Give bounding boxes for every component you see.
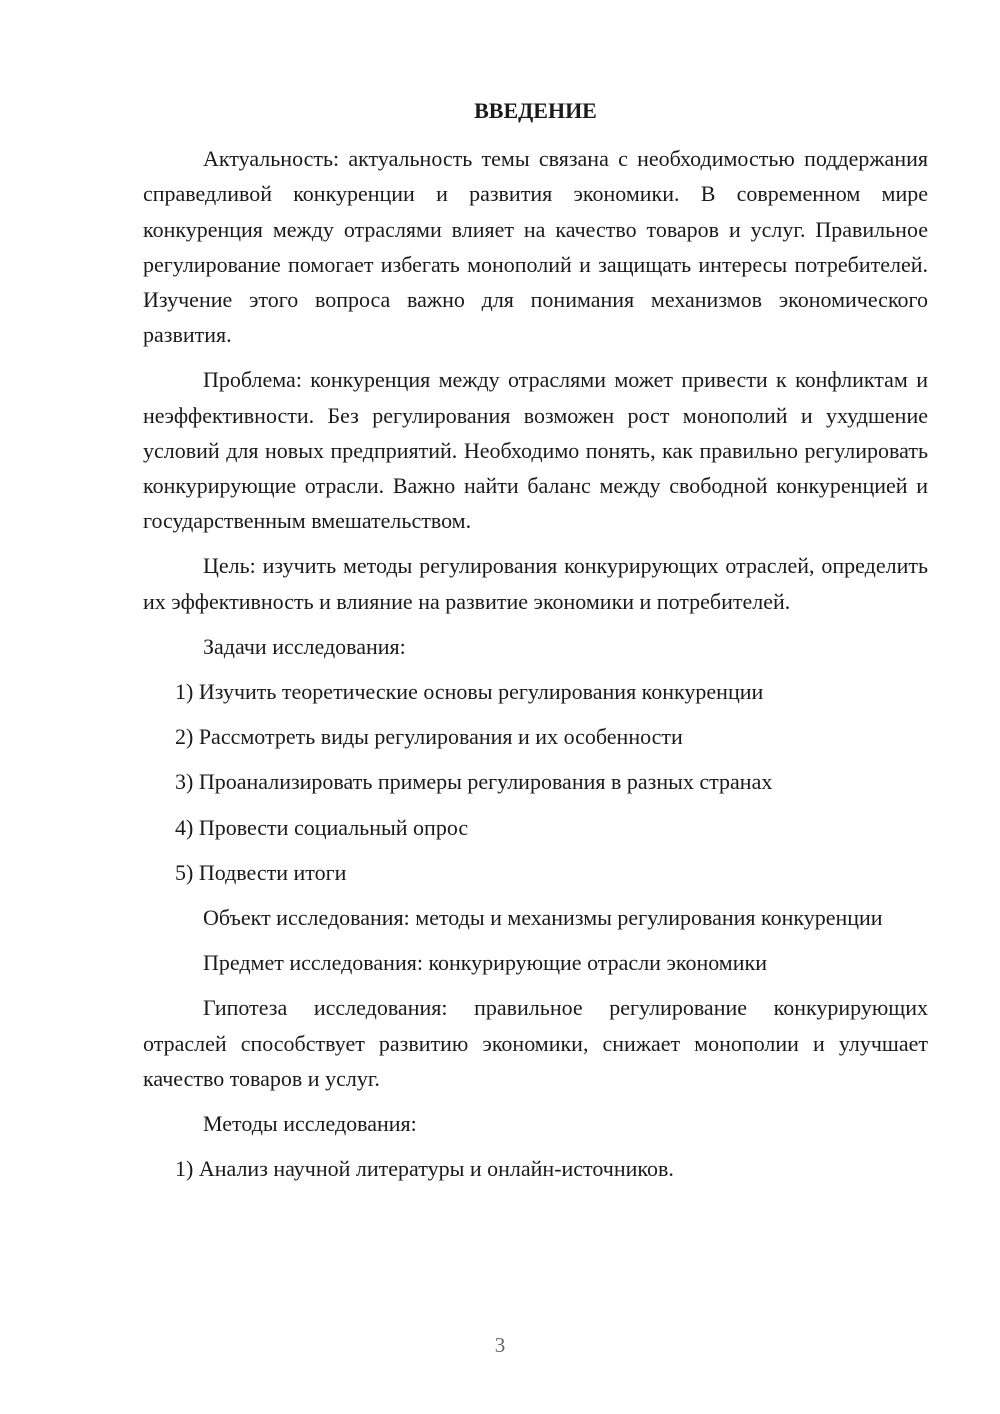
object-paragraph: Объект исследования: методы и механизмы регулирования конкуренции: [203, 905, 883, 931]
task-item: 1) Изучить теоретические основы регулирования конкуренции: [175, 679, 764, 705]
problem-paragraph: Проблема: конкуренция между отраслями может привести к конфликтам и неэффективности. Без регулирования возможен рост монополий и ухудшение условий для новых предприятий. Необходимо понять, как правильно регулировать конкурирующие отрасли. Важно найти баланс между свободной конкуренцией и государственным вмешательством.: [143, 367, 928, 534]
methods-heading: Методы исследования:: [203, 1111, 417, 1137]
task-item: 4) Провести социальный опрос: [175, 814, 469, 840]
method-item: 1) Анализ научной литературы и онлайн-источников.: [175, 1156, 674, 1182]
subject-paragraph: Предмет исследования: конкурирующие отрасли экономики: [203, 950, 767, 976]
document-page: [143, 93, 928, 1196]
task-item: 5) Подвести итоги: [175, 859, 347, 885]
task-item: 2) Рассмотреть виды регулирования и их особенности: [175, 724, 683, 750]
relevance-paragraph: Актуальность: актуальность темы связана с необходимостью поддержания справедливой конкуренции и развития экономики. В современном мире конкуренция между отраслями влияет на качество товаров и услуг. Правильное регулирование помогает избегать монополий и защищать интересы потребителей. Изучение этого вопроса важно для понимания механизмов экономического развития.: [143, 146, 928, 348]
goal-paragraph: Цель: изучить методы регулирования конкурирующих отраслей, определить их эффективность и влияние на развитие экономики и потребителей.: [143, 553, 928, 614]
task-item: 3) Проанализировать примеры регулирования в разных странах: [175, 769, 773, 795]
tasks-heading: Задачи исследования:: [203, 633, 406, 659]
page-number: 3: [494, 1333, 506, 1357]
hypothesis-paragraph: Гипотеза исследования: правильное регулирование конкурирующих отраслей способствует развитию экономики, снижает монополии и улучшает качество товаров и услуг.: [143, 995, 928, 1091]
section-title: ВВЕДЕНИЕ: [474, 98, 597, 123]
